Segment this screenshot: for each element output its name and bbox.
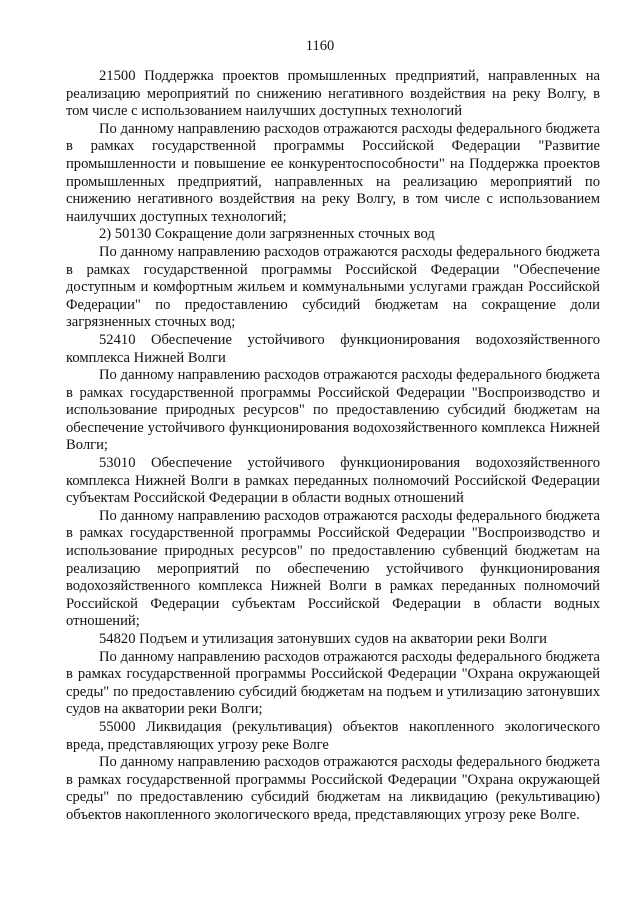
paragraph-54820-description: По данному направлению расходов отражаются расходы федерального бюджета в рамках государственной программы Российской Федерации "Охрана окружающей среды" по предоставлению субсидий бюджетам на подъем и утилизацию затонувших судов на акватории реки Волги; (66, 648, 600, 718)
paragraph-section-2-heading: 2) 50130 Сокращение доли загрязненных сточных вод (99, 226, 435, 243)
paragraph-53010-description: По данному направлению расходов отражаются расходы федерального бюджета в рамках государственной программы Российской Федерации "Воспроизводство и использование природных ресурсов" по предоставлению субвенций бюджетам на реализацию мероприятий по обеспечению устойчивого функционирования водохозяйственного комплекса Нижней Волги в рамках переданных полномочий Российской Федерации субъектам Российской Федерации в области водных отношений; (66, 507, 600, 630)
paragraph-21500-heading: 21500 Поддержка проектов промышленных предприятий, направленных на реализацию мероприятий по снижению негативного воздействия на реку Волгу, в том числе с использованием наилучших доступных технологий (66, 68, 600, 120)
paragraph-55000-heading: 55000 Ликвидация (рекультивация) объектов накопленного экологического вреда, представляющих угрозу реке Волге (66, 718, 600, 753)
paragraph-55000-description: По данному направлению расходов отражаются расходы федерального бюджета в рамках государственной программы Российской Федерации "Охрана окружающей среды" по предоставлению субсидий бюджетам на ликвидацию (рекультивацию) объектов накопленного экологического вреда, представляющих угрозу реке Волге. (66, 754, 600, 823)
paragraph-52410-description: По данному направлению расходов отражаются расходы федерального бюджета в рамках государственной программы Российской Федерации "Воспроизводство и использование природных ресурсов" по предоставлению субсидий бюджетам на обеспечение устойчивого функционирования водохозяйственного комплекса Нижней Волги; (66, 367, 600, 454)
document-body (66, 68, 600, 825)
paragraph-52410-heading: 52410 Обеспечение устойчивого функционирования водохозяйственного комплекса Нижней Волги (66, 331, 600, 366)
paragraph-50130-description: По данному направлению расходов отражаются расходы федерального бюджета в рамках государственной программы Российской Федерации "Обеспечение доступным и комфортным жильем и коммунальными услугами граждан Российской Федерации" по предоставлению субсидий бюджетам на сокращение доли загрязненных сточных вод; (66, 243, 600, 331)
paragraph-54820-heading: 54820 Подъем и утилизация затонувших судов на акватории реки Волги (99, 631, 547, 647)
paragraph-53010-heading: 53010 Обеспечение устойчивого функционирования водохозяйственного комплекса Нижней Волги в рамках переданных полномочий Российской Федерации субъектам Российской Федерации в области водных отношений (66, 455, 600, 507)
paragraph-21500-description: По данному направлению расходов отражаются расходы федерального бюджета в рамках государственной программы Российской Федерации "Развитие промышленности и повышение ее конкурентоспособности" на Поддержка проектов промышленных предприятий, направленных на реализацию мероприятий по снижению негативного воздействия на реку Волгу, в том числе с использованием наилучших доступных технологий; (66, 120, 600, 225)
page-number: 1160 (305, 38, 335, 54)
